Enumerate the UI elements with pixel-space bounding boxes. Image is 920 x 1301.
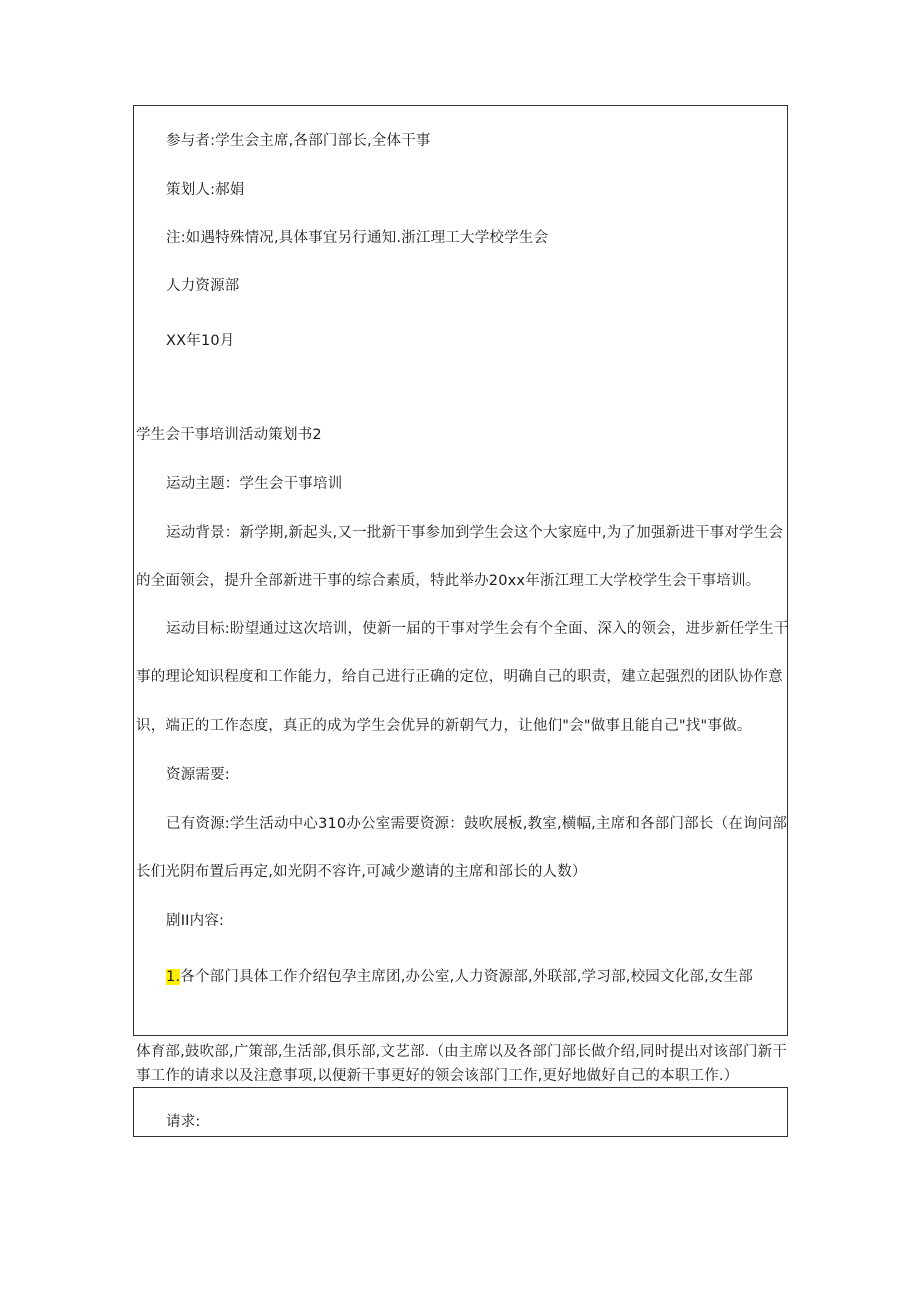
document-title: 学生会干事培训活动策划书2 — [136, 427, 322, 443]
continued-line-2: 事工作的请求以及注意事项,以便新干事更好的领会该部门工作,更好地做好自己的本职工作.） — [136, 1068, 739, 1084]
note-line: 注:如遇特殊情况,具体事宜另行通知.浙江理工大学校学生会 — [166, 230, 549, 246]
planner-line: 策划人:郝娟 — [166, 182, 245, 198]
background-line-2: 的全面领会，提升全部新进干事的综合素质，特此举办20xx年浙江理工大学校学生会干事培训。 — [136, 573, 761, 589]
department-line: 人力资源部 — [166, 278, 240, 294]
participants-line: 参与者:学生会主席,各部门部长,全体干事 — [166, 133, 431, 149]
continued-line-1: 体育部,鼓吹部,广策部,生活部,俱乐部,文艺部.（由主席以及各部门部长做介绍,同时提出对该部门新干 — [136, 1044, 788, 1060]
resources-line-2: 长们光阴布置后再定,如光阴不容许,可减少邀请的主席和部长的人数） — [136, 864, 587, 880]
background-line-1: 运动背景：新学期,新起头,又一批新干事参加到学生会这个大家庭中,为了加强新进干事对学生会 — [166, 525, 784, 541]
list-item-1 — [166, 967, 753, 987]
training-content-label: 剧II内容: — [166, 913, 225, 929]
theme-line: 运动主题：学生会干事培训 — [166, 476, 343, 492]
date-line: XX年10月 — [166, 333, 235, 349]
resources-label: 资源需要: — [166, 767, 230, 783]
goal-line-1: 运动目标:盼望通过这次培训，使新一届的干事对学生会有个全面、深入的领会，进步新任学生干 — [166, 621, 789, 637]
requirement-label: 请求: — [166, 1114, 201, 1130]
item-number-highlight: 1. — [166, 969, 181, 985]
goal-line-2: 事的理论知识程度和工作能力，给自己进行正确的定位，明确自己的职责，建立起强烈的团队协作意 — [136, 669, 783, 685]
item-text: 各个部门具体工作介绍包孕主席团,办公室,人力资源部,外联部,学习部,校园文化部,女生部 — [180, 969, 754, 985]
goal-line-3: 识，端正的工作态度，真正的成为学生会优异的新朝气力，让他们"会"做事且能自己"找"事做。 — [136, 718, 752, 734]
page-frame-bottom — [133, 1087, 788, 1137]
resources-line-1: 已有资源:学生活动中心310办公室需要资源：鼓吹展板,教室,横幅,主席和各部门部长（在询问部 — [166, 816, 788, 832]
